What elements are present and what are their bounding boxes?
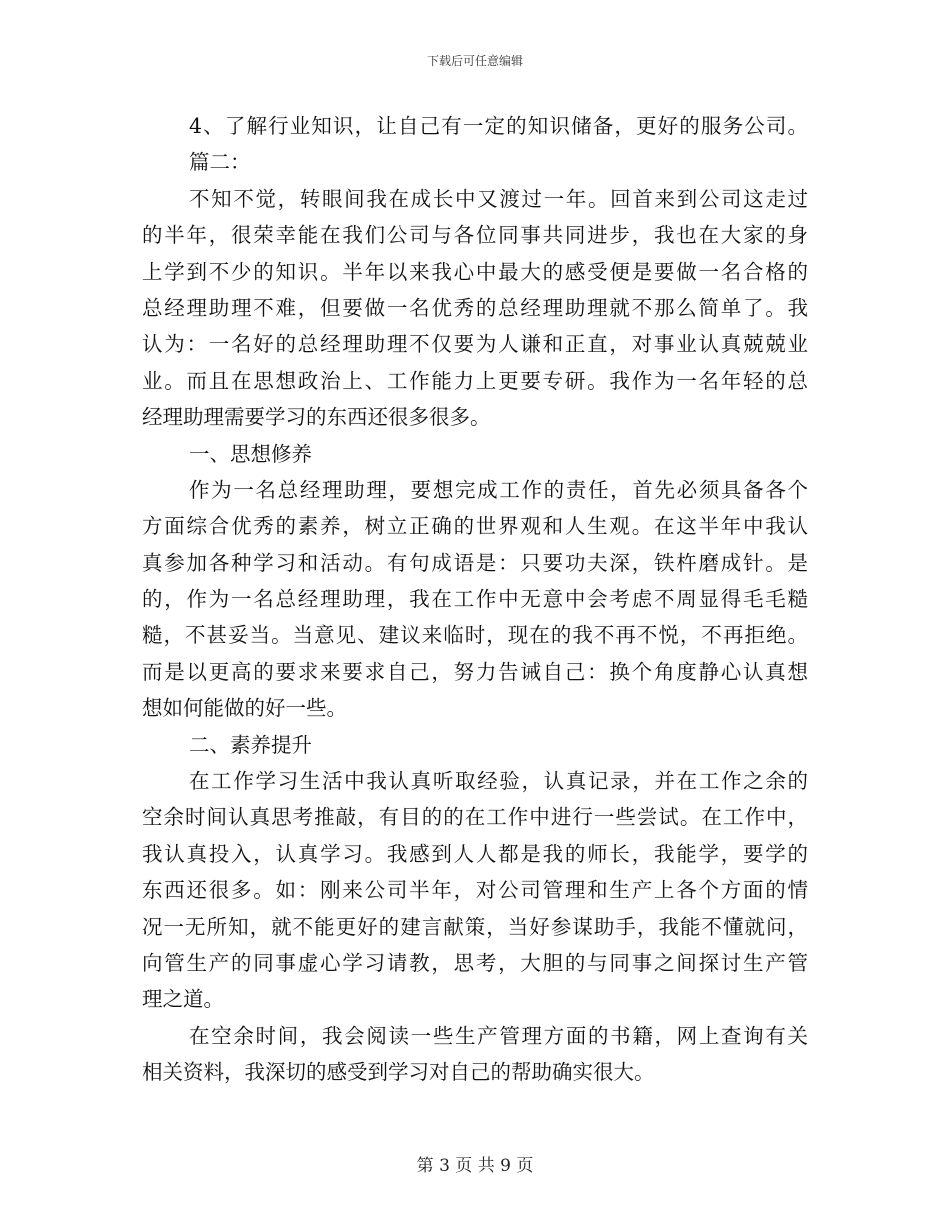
text-line: 认为：一名好的总经理助理不仅要为人谦和正直，对事业认真兢兢业: [142, 332, 808, 357]
text-line: 的，作为一名总经理助理，我在工作中无意中会考虑不周显得毛毛糙: [142, 587, 808, 612]
text-line: 相关资料，我深切的感受到学习对自己的帮助确实很大。: [142, 1060, 655, 1085]
section-heading: 二、素养提升: [189, 732, 312, 757]
text-line: 总经理助理不难，但要做一名优秀的总经理助理就不那么简单了。我: [142, 295, 808, 320]
section-heading: 篇二：: [189, 150, 251, 175]
text-line: 作为一名总经理助理，要想完成工作的责任，首先必须具备各个: [189, 477, 808, 502]
text-line: 在空余时间，我会阅读一些生产管理方面的书籍，网上查询有关: [189, 1023, 808, 1048]
text-line: 而是以更高的要求来要求自己，努力告诫自己：换个角度静心认真想: [142, 659, 808, 684]
text-line: 我认真投入，认真学习。我感到人人都是我的师长，我能学，要学的: [142, 841, 808, 866]
text-line: 向管生产的同事虚心学习请教，思考，大胆的与同事之间探讨生产管: [142, 950, 808, 975]
text-line: 的半年，很荣幸能在我们公司与各位同事共同进步，我也在大家的身: [142, 223, 808, 248]
text-line: 上学到不少的知识。半年以来我心中最大的感受便是要做一名合格的: [142, 259, 808, 284]
text-line: 在工作学习生活中我认真听取经验，认真记录，并在工作之余的: [189, 769, 808, 794]
page-number: 第 3 页 共 9 页: [416, 1156, 534, 1176]
text-line: 理之道。: [142, 987, 224, 1012]
text-line: 东西还很多。如：刚来公司半年，对公司管理和生产上各个方面的情: [142, 878, 808, 903]
text-line: 4、了解行业知识，让自己有一定的知识储备，更好的服务公司。: [189, 114, 808, 138]
text-line: 况一无所知，就不能更好的建言献策，当好参谋助手，我能不懂就问，: [142, 914, 808, 939]
page-header: 下载后可任意编辑: [426, 54, 523, 68]
text-line: 空余时间认真思考推敲，有目的的在工作中进行一些尝试。在工作中，: [142, 805, 808, 830]
section-heading: 一、思想修养: [189, 441, 312, 466]
text-line: 糙，不甚妥当。当意见、建议来临时，现在的我不再不悦，不再拒绝。: [142, 623, 808, 648]
text-line: 业。而且在思想政治上、工作能力上更要专研。我作为一名年轻的总: [142, 368, 808, 393]
document-body: [142, 108, 808, 1091]
text-line: 想如何能做的好一些。: [142, 696, 347, 721]
text-line: 方面综合优秀的素养，树立正确的世界观和人生观。在这半年中我认: [142, 514, 808, 539]
text-line: 经理助理需要学习的东西还很多很多。: [142, 405, 491, 430]
text-line: 不知不觉，转眼间我在成长中又渡过一年。回首来到公司这走过: [189, 186, 808, 211]
text-line: 真参加各种学习和活动。有句成语是：只要功夫深，铁杵磨成针。是: [142, 550, 808, 575]
